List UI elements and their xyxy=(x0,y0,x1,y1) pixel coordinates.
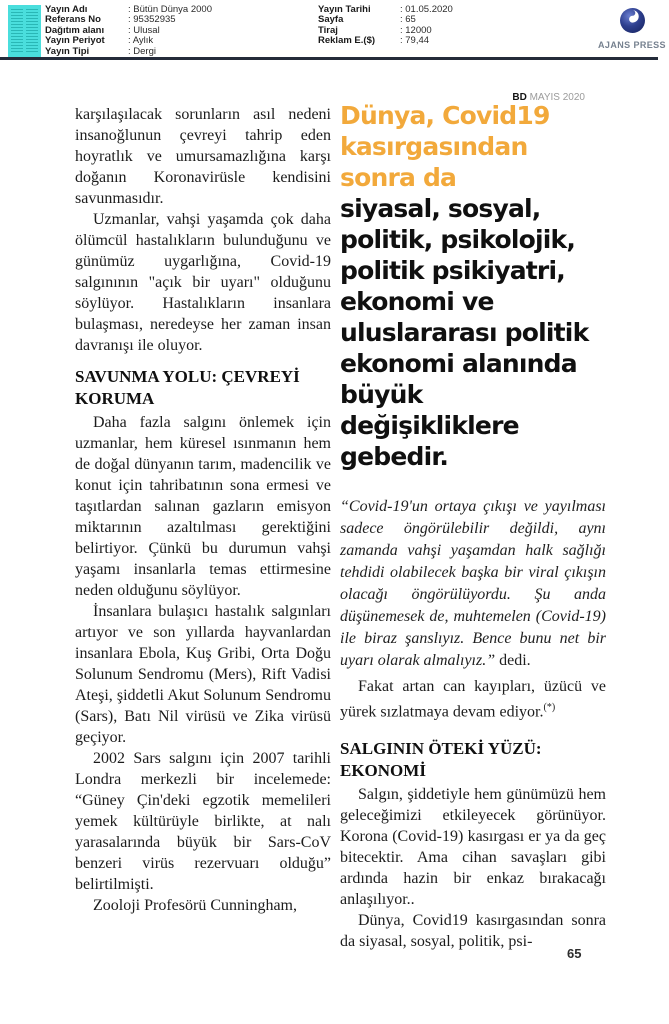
ajans-press-logo-text: AJANS PRESS xyxy=(598,40,666,50)
paragraph xyxy=(340,676,606,722)
field-value: : 95352935 xyxy=(128,14,176,26)
field-value: : Aylık xyxy=(128,35,154,47)
page-tag-rest: MAYIS 2020 xyxy=(526,92,585,103)
headline-orange-part: Dünya, Covid19 kasırgasından sonra da xyxy=(340,101,550,192)
section-heading: SALGININ ÖTEKİ YÜZÜ: EKONOMİ xyxy=(340,739,542,781)
article-headline xyxy=(340,100,606,472)
field-value: : Ulusal xyxy=(128,24,160,36)
thumbnail-text-column xyxy=(11,9,23,53)
headline-black-part: siyasal, sosyal, politik, psikolojik, politik psikiyatri, ekonomi ve uluslararası politik ekonomi alanında büyük değişikliklere gebedir. xyxy=(340,194,589,471)
field-label: Yayın Tarihi xyxy=(318,4,371,15)
metadata-row xyxy=(318,36,453,46)
field-value: : 01.05.2020 xyxy=(400,4,453,15)
thumbnail-text-column xyxy=(26,9,38,53)
section-heading: SAVUNMA YOLU: ÇEVREYİ KORUMA xyxy=(75,367,300,408)
field-value: : 65 xyxy=(400,14,416,26)
paragraph: Uzmanlar, vahşi yaşamda çok daha ölümcül hastalıkların bulunduğunu ve günümüz uygarlığına, Covid-19 salgınının "açık bir uyarı" olduğunu söylüyor. Hastalıkların insanlara bulaşması, neredeyse her zaman insan davranışı ile oluyor. xyxy=(75,211,331,354)
field-value: : 79,44 xyxy=(400,35,430,47)
header-divider xyxy=(0,57,658,60)
paragraph: Zooloji Profesörü Cunningham, xyxy=(93,897,297,914)
paragraph: Dünya, Covid19 kasırgasından sonra da siyasal, sosyal, politik, psi- xyxy=(340,912,606,951)
paragraph: İnsanlara bulaşıcı hastalık salgınları artıyor ve son yıllarda hayvanlardan insanlara Ebola, Kuş Gribi, Orta Doğu Solunum Sendromu (Mers), Rift Vadisi Ateşi, şiddetli Akut Solunum Sendromu (Sars), Batı Nil virüsü ve Zika virüsü geçiyor. xyxy=(75,603,331,746)
ajans-press-logo xyxy=(597,7,667,53)
page-tag-bold: BD xyxy=(512,92,527,103)
metadata-row xyxy=(318,15,453,25)
publication-thumbnail xyxy=(8,5,41,57)
field-label: Sayfa xyxy=(318,14,344,26)
field-label: Yayın Tipi xyxy=(45,45,90,57)
article-left-column xyxy=(75,104,331,916)
field-value: : 12000 xyxy=(400,24,432,36)
footnote-marker: (*) xyxy=(543,702,556,713)
field-label: Dağıtım alanı xyxy=(45,24,105,36)
paragraph: karşılaşılacak sorunların asıl nedeni insanoğlunun çevreyi tahrip eden hoyratlık ve umursamazlığına karşı doğanın Koronavirüsle kendisini savunmasıdır. xyxy=(75,106,331,207)
paragraph: Salgın, şiddetiyle hem günümüzü hem geleceğimizi etkileyecek görünüyor. Korona (Covid-19) kasırgası er ya da geç bitecektir. Ama cihan savaşları gibi ardında hazin bir enkaz bırakacağı anlaşılıyor.. xyxy=(340,786,606,909)
metadata-left-block xyxy=(45,5,212,57)
article-right-column xyxy=(340,100,606,952)
metadata-row xyxy=(45,47,212,57)
quote-attribution: dedi. xyxy=(495,652,531,669)
field-label: Referans No xyxy=(45,14,101,26)
quote-italic-text: “Covid-19'un ortaya çıkışı ve yayılması sadece öngörülebilir değildi, aynı zamanda vahşi yaşamdan halk sağlığı tehdidi olabilecek başka bir viral çıkışın olacağı öngörülüyordu. Şu anda düşünemesek de, muhtemelen (Covid-19) ile biraz şanslıyız. Bence bunu net bir uyarı olarak almalıyız.” xyxy=(340,498,606,669)
paragraph-text: Fakat artan can kayıpları, üzücü ve yürek sızlatmaya devam ediyor. xyxy=(340,678,606,721)
field-label: Yayın Adı xyxy=(45,4,88,15)
field-label: Tiraj xyxy=(318,24,338,36)
page-number: 65 xyxy=(567,946,582,961)
pull-quote xyxy=(340,496,606,672)
paragraph: 2002 Sars salgını için 2007 tarihli Londra merkezli bir incelemede: “Güney Çin'deki egzotik memelileri yemek kültürüyle birlikte, at nalı yarasalarında büyük bir Sars-CoV benzeri virüs rezervuarı olduğu” belirtilmişti. xyxy=(75,750,331,893)
paragraph: Daha fazla salgını önlemek için uzmanlar, hem küresel ısınmanın hem de doğal dünyanın tarım, madencilik ve konut için tahribatının sona ermesi ve taşıtlardan salınan gazların emisyon miktarının azaltılması gerektiğini belirtiyor. Çünkü bu durumun vahşi yaşamı insanlarla temas ettirmesine neden olduğunu söylüyor. xyxy=(75,414,331,599)
ajans-press-globe-icon xyxy=(619,7,646,34)
field-label: Reklam E.($) xyxy=(318,35,376,47)
field-label: Yayın Periyot xyxy=(45,35,105,47)
field-value: : Dergi xyxy=(128,45,156,57)
metadata-right-block xyxy=(318,5,453,47)
field-value: : Bütün Dünya 2000 xyxy=(128,4,212,15)
